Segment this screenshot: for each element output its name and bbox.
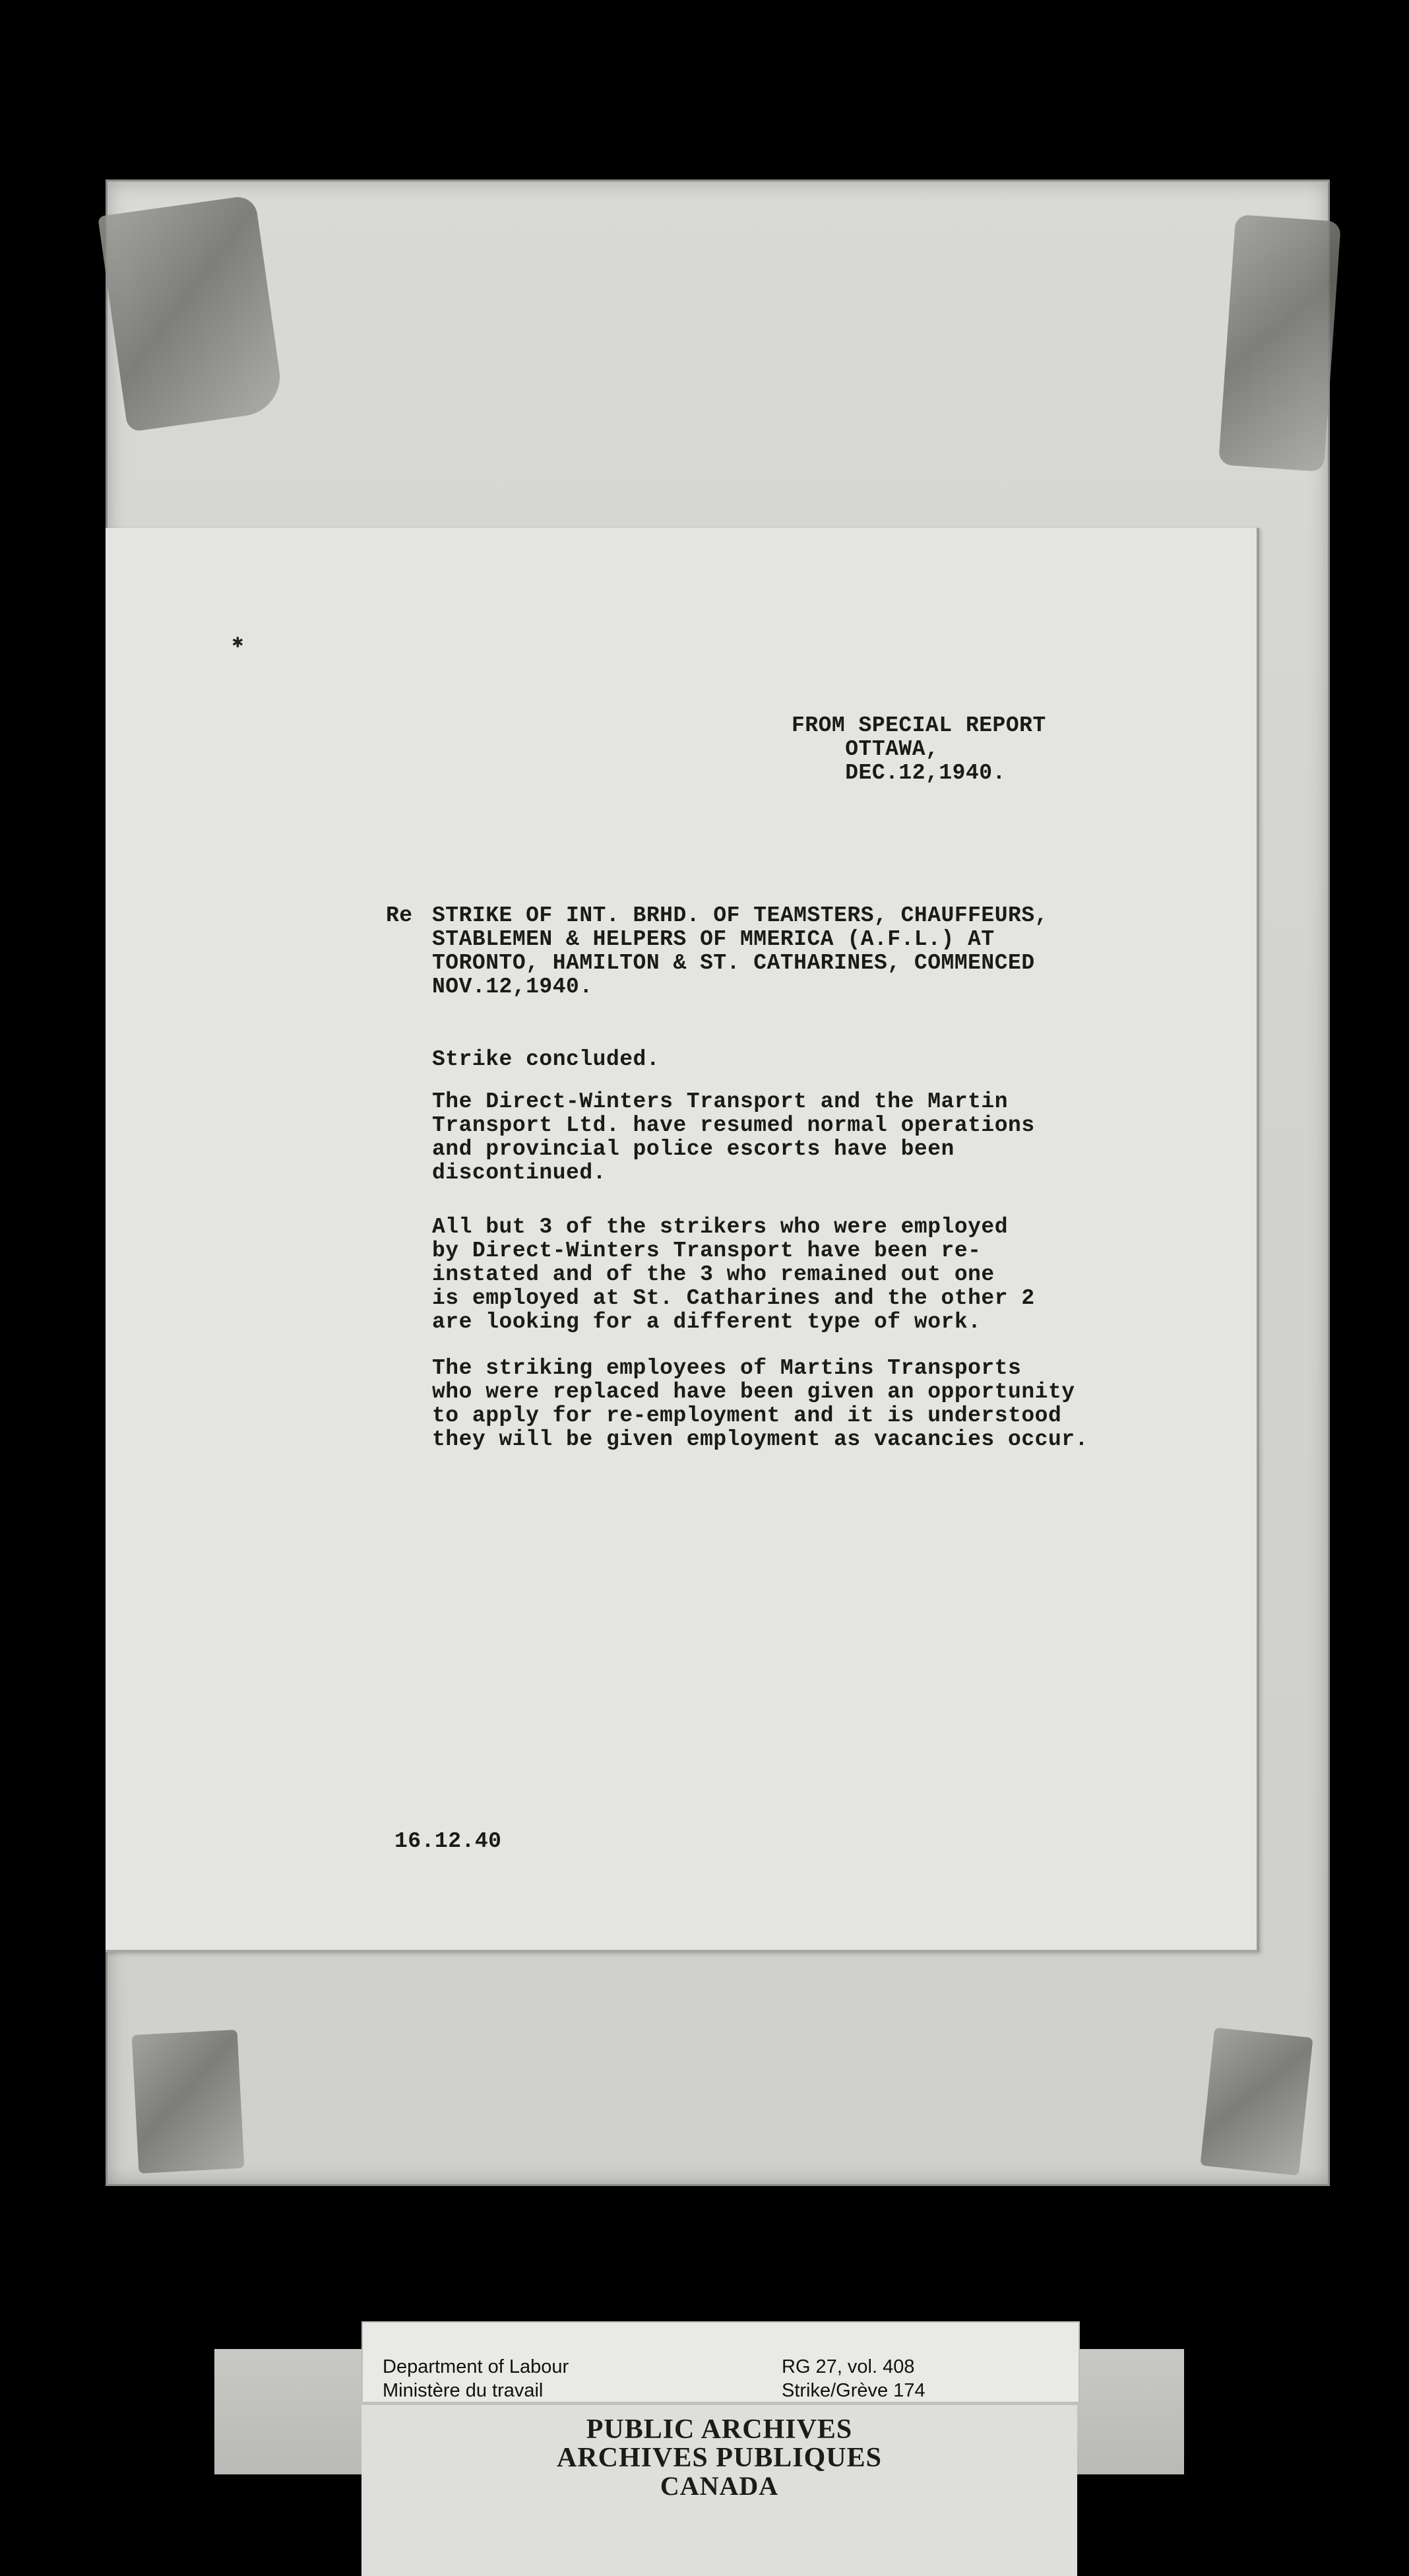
paragraph-operations-resumed: The Direct-Winters Transport and the Martin Transport Ltd. have resumed normal operations and provincial police escorts have been discontinued. xyxy=(432,1089,1035,1185)
footer-date: 16.12.40 xyxy=(394,1829,502,1853)
stamp-canada: CANADA xyxy=(660,2471,779,2501)
tape-top-left xyxy=(98,195,285,432)
report-subject: STRIKE OF INT. BRHD. OF TEAMSTERS, CHAUFFEURS, STABLEMEN & HELPERS OF MMERICA (A.F.L.) AT TORONTO, HAMILTON & ST. CATHARINES, COMMENCED NOV.12,1940. xyxy=(432,903,1048,999)
tape-top-right xyxy=(1218,214,1341,472)
stamp-archives-publiques: ARCHIVES PUBLIQUES xyxy=(557,2443,882,2473)
department-french: Ministère du travail xyxy=(383,2380,544,2401)
tape-bottom-left xyxy=(132,2030,245,2174)
ink-speck: ✱ xyxy=(232,633,243,653)
paragraph-strike-concluded: Strike concluded. xyxy=(432,1047,660,1072)
record-group-reference: RG 27, vol. 408 xyxy=(782,2356,915,2377)
stamp-public-archives: PUBLIC ARCHIVES xyxy=(586,2414,853,2445)
report-header: FROM SPECIAL REPORT OTTAWA, DEC.12,1940. xyxy=(792,713,1046,785)
paragraph-reemployment: The striking employees of Martins Transports who were replaced have been given an opportunity to apply for re-employment and it is understood they will be given employment as vacancies occur. xyxy=(432,1356,1088,1452)
re-label: Re xyxy=(386,903,413,928)
tape-bottom-right xyxy=(1200,2028,1313,2176)
department-english: Department of Labour xyxy=(383,2356,569,2377)
paragraph-strikers-reinstated: All but 3 of the strikers who were employed by Direct-Winters Transport have been re- instated and of the 3 who remained out one is employed at St. Catharines and the other 2 are looking for a different type of work. xyxy=(432,1215,1035,1334)
strike-file-number: Strike/Grève 174 xyxy=(782,2380,925,2401)
